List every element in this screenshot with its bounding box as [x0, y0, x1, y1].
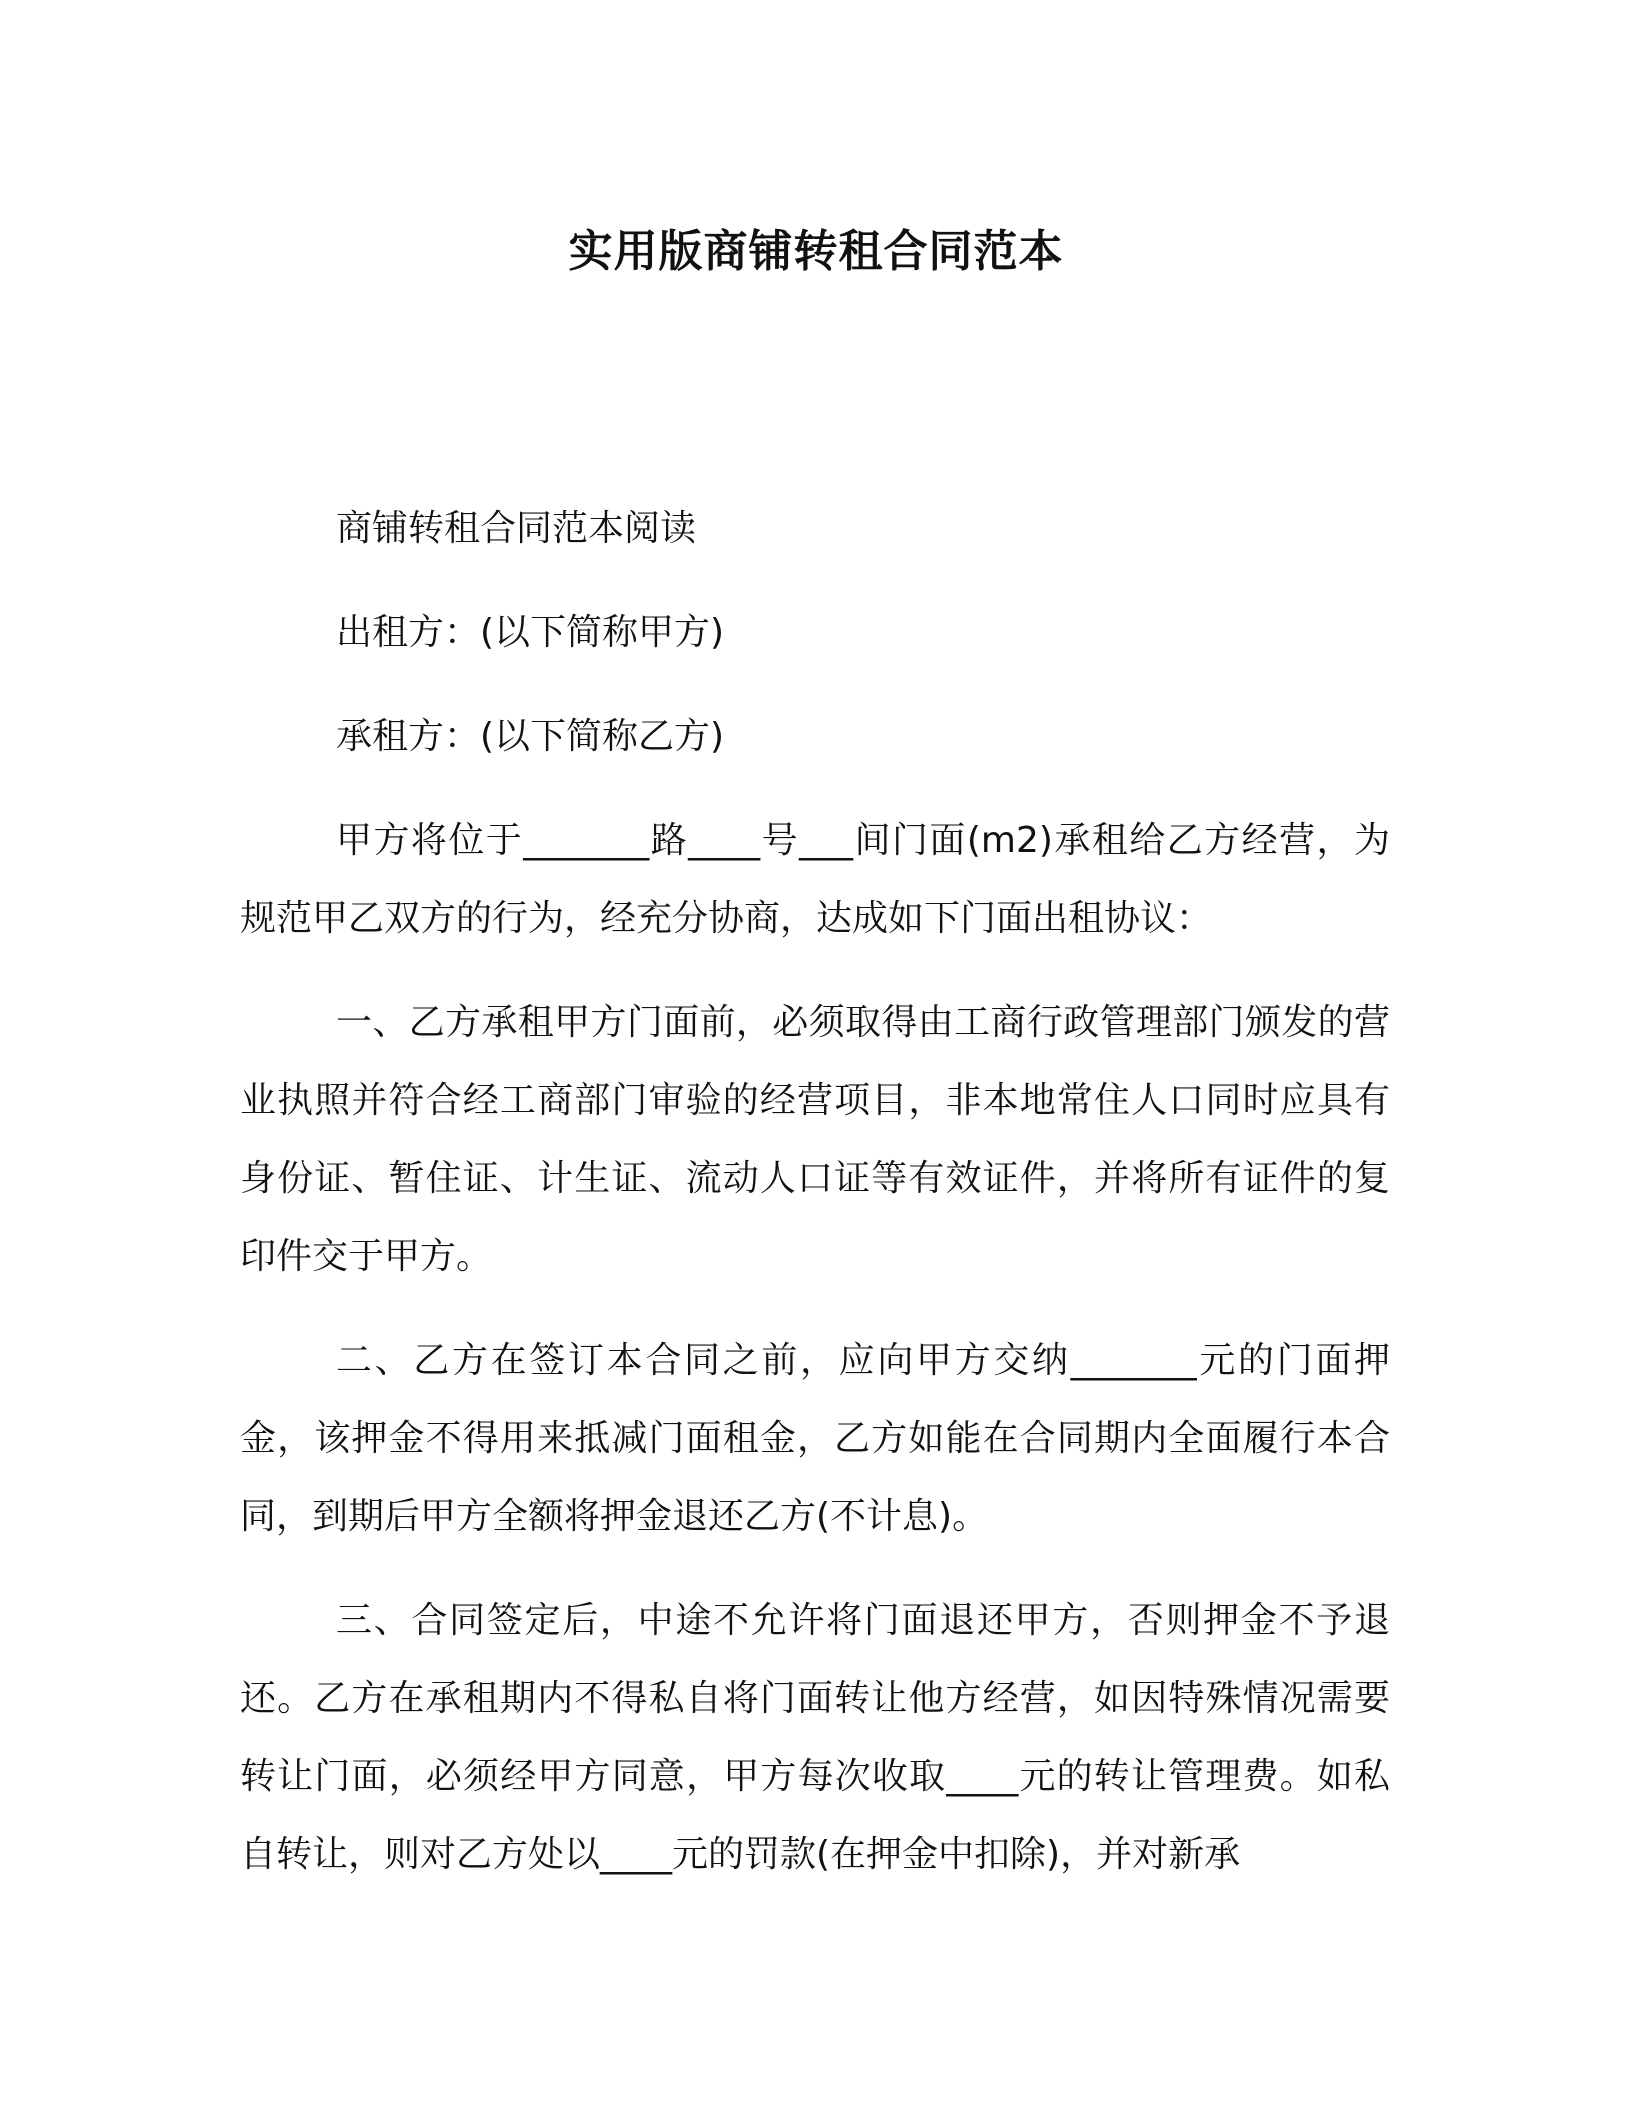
document-body — [240, 490, 1390, 1920]
paragraph-clause-1: 一、乙方承租甲方门面前，必须取得由工商行政管理部门颁发的营业执照并符合经工商部门审验的经营项目，非本地常住人口同时应具有身份证、暂住证、计生证、流动人口证等有效证件，并将所有证件的复印件交于甲方。 — [240, 1002, 1390, 1277]
document-title: 实用版商铺转租合同范本 — [568, 226, 1064, 277]
paragraph-intro: 甲方将位于_______路____号___间门面(m2)承租给乙方经营，为规范甲乙双方的行为，经充分协商，达成如下门面出租协议： — [240, 820, 1390, 939]
paragraph-clause-3: 三、合同签定后，中途不允许将门面退还甲方，否则押金不予退还。乙方在承租期内不得私自将门面转让他方经营，如因特殊情况需要转让门面，必须经甲方同意，甲方每次收取____元的转让管理费。如私自转让，则对乙方处以____元的罚款(在押金中扣除)，并对新承 — [240, 1600, 1390, 1875]
paragraph-clause-2: 二、乙方在签订本合同之前，应向甲方交纳_______元的门面押金，该押金不得用来抵减门面租金，乙方如能在合同期内全面履行本合同，到期后甲方全额将押金退还乙方(不计息)。 — [240, 1340, 1390, 1537]
paragraph-lessor: 出租方：(以下简称甲方) — [336, 612, 725, 653]
paragraph-subtitle: 商铺转租合同范本阅读 — [336, 508, 697, 549]
paragraph-lessee: 承租方：(以下简称乙方) — [336, 716, 725, 757]
